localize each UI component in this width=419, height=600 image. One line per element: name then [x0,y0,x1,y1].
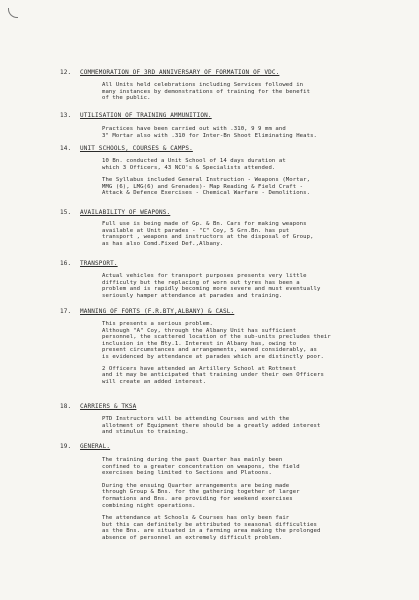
section-paragraph: PTD Instructors will be attending Courses and with the allotment of Equipment there should be a greatly added interest and stimulus to training. [102,416,321,436]
section-paragraph: 10 Bn. conducted a Unit School of 14 days duration at which 3 Officers, 43 NCO's & Specialists attended. [102,158,286,171]
section-number: 17. [60,308,72,315]
section-title: TRANSPORT. [80,260,118,267]
section-heading [60,403,360,410]
section-number: 18. [60,403,72,410]
section-16 [60,260,360,299]
section-number: 15. [60,209,72,216]
section-paragraph: All Units held celebrations including Services followed in many instances by demonstrations of training for the benefit of the public. [102,82,311,102]
section-paragraph: During the ensuing Quarter arrangements are being made through Group & Bns. for the gathering together of larger formations and Bns. are providing for weekend exercises combining night operations. [102,482,300,509]
section-heading [60,145,360,152]
section-heading [60,209,360,216]
section-paragraph: The training during the past Quarter has mainly been confined to a greater concentration on weapons, the field exercises being limited to Sections and Platoons. [102,457,300,477]
section-number: 16. [60,260,72,267]
section-title: MANNING OF FORTS (F.R.BTY,ALBANY) & CASL. [80,308,235,315]
section-paragraph: The attendance at Schools & Courses has only been fair but this can definitely be attributed to seasonal difficulties as the Bns. are situated in a farming area making the prolonged absence of personnel an extremely difficult problem. [102,515,321,541]
section-number: 12. [60,69,72,76]
section-heading [60,112,360,119]
section-heading [60,69,360,76]
punch-hole-mark [8,8,18,18]
section-title: COMMEMORATION OF 3RD ANNIVERSARY OF FORMATION OF VDC. [80,69,280,76]
section-paragraph: The Syllabus included General Instruction - Weapons (Mortar, MMG (6), LMG(6) and Grenades)- Map Reading & Field Craft - Attack & Defence Exercises - Chemical Warfare - Demolitions. [102,177,311,197]
section-heading [60,260,360,267]
section-19 [60,443,360,542]
section-paragraph: 2 Officers have attended an Artillery School at Rottnest and it may be anticipated that training under their own Officers will create an added interest. [102,365,324,385]
section-paragraph: Full use is being made of Gp. & Bn. Cars for making weapons available at Unit parades - "C" Coy, 5 Grn.Bn. has put transport , weapons and instructors at the disposal of Group, as has also Comd.Fixed Def.,Albany. [102,221,314,247]
section-heading [60,443,360,450]
section-title: UTILISATION OF TRAINING AMMUNITION. [80,112,212,119]
section-13 [60,112,360,139]
section-17 [60,308,360,385]
section-number: 19. [60,443,72,450]
section-heading [60,308,360,315]
section-title: GENERAL. [80,443,111,450]
section-title: CARRIERS & TKSA [80,403,137,410]
section-title: AVAILABILITY OF WEAPONS. [80,209,171,216]
section-number: 13. [60,112,72,119]
section-15 [60,209,360,247]
section-paragraph: This presents a serious problem. Although "A" Coy, through the Albany Unit has sufficient personnel, the scattered location of the sub-units precludes their inclusion in the Bty.1. Interest in Albany has, owing to present circumstances and arrangements, waned considerably, as is evidenced by attendance at parades which are distinctly poor. [102,321,331,360]
section-title: UNIT SCHOOLS, COURSES & CAMPS. [80,145,193,152]
section-paragraph: Actual vehicles for transport purposes presents very little difficulty but the replacing of worn out tyres has been a problem and is rapidly becoming more severe and must eventually seriously hamper attendance at parades and training. [102,273,321,299]
section-18 [60,403,360,436]
section-14 [60,145,360,197]
section-paragraph: Practices have been carried out with .310, 9 9 mm and 3" Mortar also with .310 for Inter-Bn Shoot Eliminating Heats. [102,126,317,139]
section-12 [60,69,360,102]
section-number: 14. [60,145,72,152]
